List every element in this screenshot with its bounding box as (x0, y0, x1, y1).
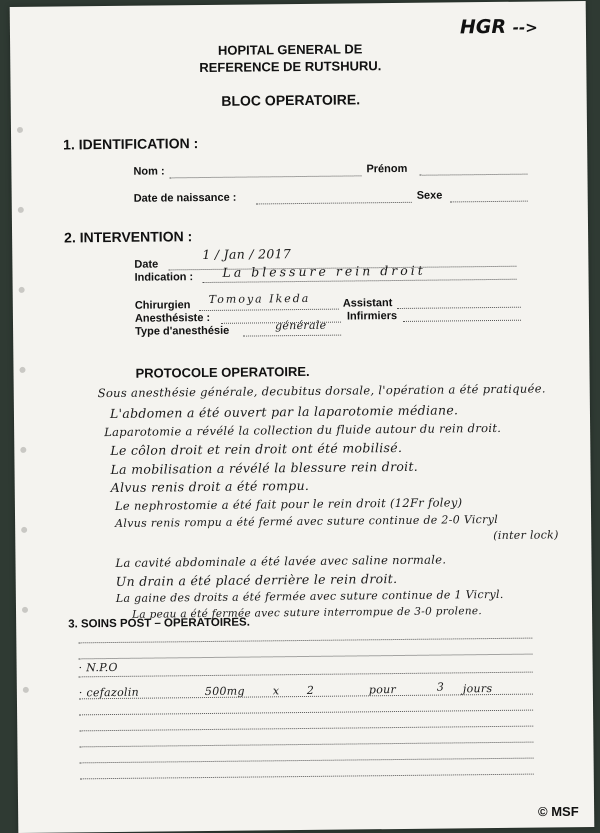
soins-dose: 500mg (204, 684, 245, 699)
page-title: BLOC OPERATOIRE. (221, 91, 361, 109)
msf-watermark: © MSF (538, 804, 579, 819)
dob-field[interactable] (256, 202, 412, 205)
soins-line[interactable] (79, 672, 533, 678)
protocole-line: (inter lock) (493, 528, 559, 543)
protocole-line: Alvus renis droit a été rompu. (110, 477, 310, 496)
protocole-line: Le nephrostomie a été fait pour le rein droit (12Fr foley) (114, 495, 463, 513)
type-anesthesie-value: générale (274, 318, 327, 333)
binder-hole (21, 527, 27, 533)
protocole-line: Un drain a été placé derrière le rein droit. (115, 571, 398, 589)
date-label: Date (134, 258, 159, 271)
protocole-title: PROTOCOLE OPERATOIRE. (135, 363, 310, 381)
binder-hole (22, 607, 28, 613)
anesthesiste-label: Anesthésiste : (134, 311, 211, 325)
nom-label: Nom : (133, 165, 165, 178)
protocole-line: L'abdomen a été ouvert par la laparotomie médiane. (109, 402, 459, 422)
hospital-name-line2: REFERENCE DE RUTSHURU. (199, 58, 382, 76)
soins-jours: jours (462, 682, 493, 696)
chirurgien-label: Chirurgien (134, 299, 191, 312)
protocole-line: La cavité abdominale a été lavée avec saline normale. (115, 552, 447, 570)
soins-line[interactable] (80, 774, 534, 780)
protocole-line: La peau a été fermée avec suture interrompue de 3-0 prolene. (131, 605, 483, 621)
arrow-icon: --> (512, 18, 538, 37)
prenom-label: Prénom (366, 162, 408, 176)
indication-value: La blessure rein droit (222, 262, 426, 280)
nom-field[interactable] (169, 175, 361, 178)
hgr-logo-text: HGR (459, 15, 507, 39)
infirmiers-field[interactable] (403, 320, 521, 322)
prenom-field[interactable] (419, 174, 527, 176)
soins-line[interactable] (80, 758, 534, 764)
binder-hole (20, 447, 26, 453)
soins-line[interactable] (79, 654, 533, 660)
soins-count: 2 (306, 683, 315, 697)
dob-label: Date de naissance : (133, 191, 237, 205)
section-identification-title: 1. IDENTIFICATION : (63, 135, 199, 153)
soins-npo: · N.P.O (78, 660, 118, 675)
soins-pour: pour (368, 683, 397, 697)
type-anesthesie-label: Type d'anesthésie (135, 324, 230, 338)
sexe-field[interactable] (450, 201, 528, 203)
protocole-line: La mobilisation a révélé la blessure rein droit. (110, 458, 419, 478)
soins-line[interactable] (79, 742, 533, 748)
soins-times: x (272, 684, 280, 698)
protocole-line: Alvus renis rompu a été fermé avec suture continue de 2-0 Vicryl (115, 512, 499, 530)
infirmiers-label: Infirmiers (346, 309, 398, 323)
form-sheet (10, 1, 595, 833)
hospital-name-line1: HOPITAL GENERAL DE (217, 41, 363, 58)
binder-hole (23, 687, 29, 693)
soins-drug: · cefazolin (78, 685, 140, 700)
assistant-label: Assistant (342, 297, 393, 310)
chirurgien-field[interactable] (199, 309, 339, 311)
assistant-field[interactable] (397, 307, 521, 309)
section-soins-title: 3. SOINS POST – OPERATOIRES. (68, 616, 250, 631)
binder-hole (18, 207, 24, 213)
chirurgien-value: Tomoya Ikeda (208, 291, 311, 306)
protocole-line: Sous anesthésie générale, decubitus dorsale, l'opération a été pratiquée. (97, 381, 546, 401)
protocole-line: Laparotomie a révélé la collection du fluide autour du rein droit. (104, 420, 502, 440)
date-value: 1 / Jan / 2017 (202, 246, 292, 263)
type-anesthesie-field[interactable] (243, 335, 341, 337)
binder-hole (19, 287, 25, 293)
soins-line[interactable] (78, 638, 532, 644)
protocole-line: Le côlon droit et rein droit ont été mobilisé. (110, 439, 403, 459)
binder-hole (17, 127, 23, 133)
binder-hole (19, 367, 25, 373)
section-intervention-title: 2. INTERVENTION : (64, 228, 193, 246)
hgr-logo (460, 16, 538, 39)
soins-line[interactable] (79, 726, 533, 732)
soins-line[interactable] (79, 710, 533, 716)
sexe-label: Sexe (416, 189, 443, 202)
indication-label: Indication : (134, 271, 194, 284)
protocole-line: La gaine des droits a été fermée avec suture continue de 1 Vicryl. (115, 587, 504, 605)
soins-days: 3 (436, 680, 445, 694)
